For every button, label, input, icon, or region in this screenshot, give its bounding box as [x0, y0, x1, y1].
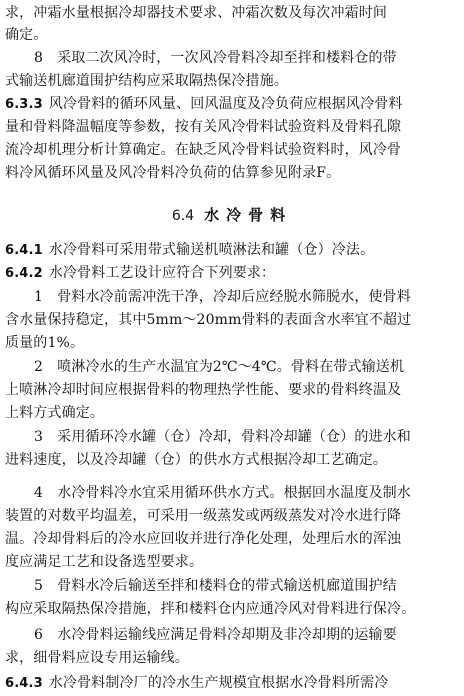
clause-6-4-2 — [5, 262, 461, 284]
text-line: 量和骨料降温幅度等参数，按有关风冷骨料试验资料及骨料孔隙 — [5, 119, 402, 135]
clause-text: 风冷骨料的循环风量、回风温度及冷负荷应根据风冷骨料 — [48, 96, 403, 112]
text-line: 进料速度，以及冷却罐（仓）的供水方式根据冷却工艺确定。 — [5, 452, 388, 468]
text-line: 质量的1%。 — [5, 335, 85, 351]
clause-text: 水冷骨料制冷厂的冷水生产规模宜根据水冷骨料所需冷 — [48, 675, 389, 691]
clause-number: 6.3.3 — [5, 97, 43, 112]
text-line: 确定。 — [5, 27, 48, 43]
section-heading-title: 水冷骨料 — [204, 206, 293, 224]
clause-text: 水冷骨料工艺设计应符合下列要求： — [48, 265, 276, 281]
text-line: 构应采取隔热保冷措施，拌和楼料仓内应通冷风对骨料进行保冷。 — [5, 601, 416, 617]
text-line: 度应满足工艺和设备选型要求。 — [5, 554, 204, 570]
clause-text: 水冷骨料可采用带式输送机喷淋法和罐（仓）冷法。 — [48, 242, 375, 258]
text-line: 料冷风循环风量及风冷骨料冷负荷的估算参见附录F。 — [5, 165, 341, 181]
clause-number: 6.4.3 — [5, 676, 43, 691]
text-line: 上料方式确定。 — [5, 405, 105, 421]
text-line: 装置的对数平均温差，可采用一级蒸发或两级蒸发对冷水进行降 — [5, 508, 402, 524]
text-line: 上喷淋冷却时间应根据骨料的物理热学性能、要求的骨料终温及 — [5, 382, 402, 398]
clause-6-4-1 — [5, 239, 461, 261]
list-item-4-line: 4 水冷骨料冷水宜采用循环供水方式。根据回水温度及制水 — [34, 485, 411, 501]
text-line: 温。冷却骨料后的冷水应回收并进行净化处理，处理后水的浑浊 — [5, 531, 402, 547]
text-line: 流冷却机理分析计算确定。在缺乏风冷骨料试验资料时，风冷骨 — [5, 142, 402, 158]
list-item-5-line: 5 骨料水冷后输送至拌和楼料仓的带式输送机廊道围护结 — [34, 578, 397, 594]
clause-6-4-3 — [5, 672, 461, 694]
clause-number: 6.4.1 — [5, 243, 43, 258]
list-item-3-line: 3 采用循环冷水罐（仓）冷却，骨料冷却罐（仓）的进水和 — [34, 429, 411, 445]
clause-number: 6.4.2 — [5, 266, 43, 281]
text-line: 求，冲霜水量根据冷却器技术要求、冲霜次数及每次冲霜时间 — [5, 5, 388, 21]
clause-6-3-3 — [5, 93, 461, 115]
text-line: 求，细骨料应设专用运输线。 — [5, 650, 189, 666]
section-heading — [0, 204, 464, 226]
text-line: 含水量保持稳定，其中5mm～20mm骨料的表面含水率宜不超过 — [5, 312, 412, 328]
list-item-2-line: 2 喷淋冷水的生产水温宜为2℃～4℃。骨料在带式输送机 — [34, 359, 405, 375]
text-line: 式输送机廊道围护结构应采取隔热保冷措施。 — [5, 73, 288, 89]
list-item-6-line: 6 水冷骨料运输线应满足骨料冷却期及非冷却期的运输要 — [34, 627, 397, 643]
list-item-1-line: 1 骨料水冷前需冲洗干净，冷却后应经脱水筛脱水，使骨料 — [34, 289, 411, 305]
list-item-8-line: 8 采取二次风冷时，一次风冷骨料冷却至拌和楼料仓的带 — [34, 50, 397, 66]
section-heading-number: 6.4 — [171, 208, 195, 224]
